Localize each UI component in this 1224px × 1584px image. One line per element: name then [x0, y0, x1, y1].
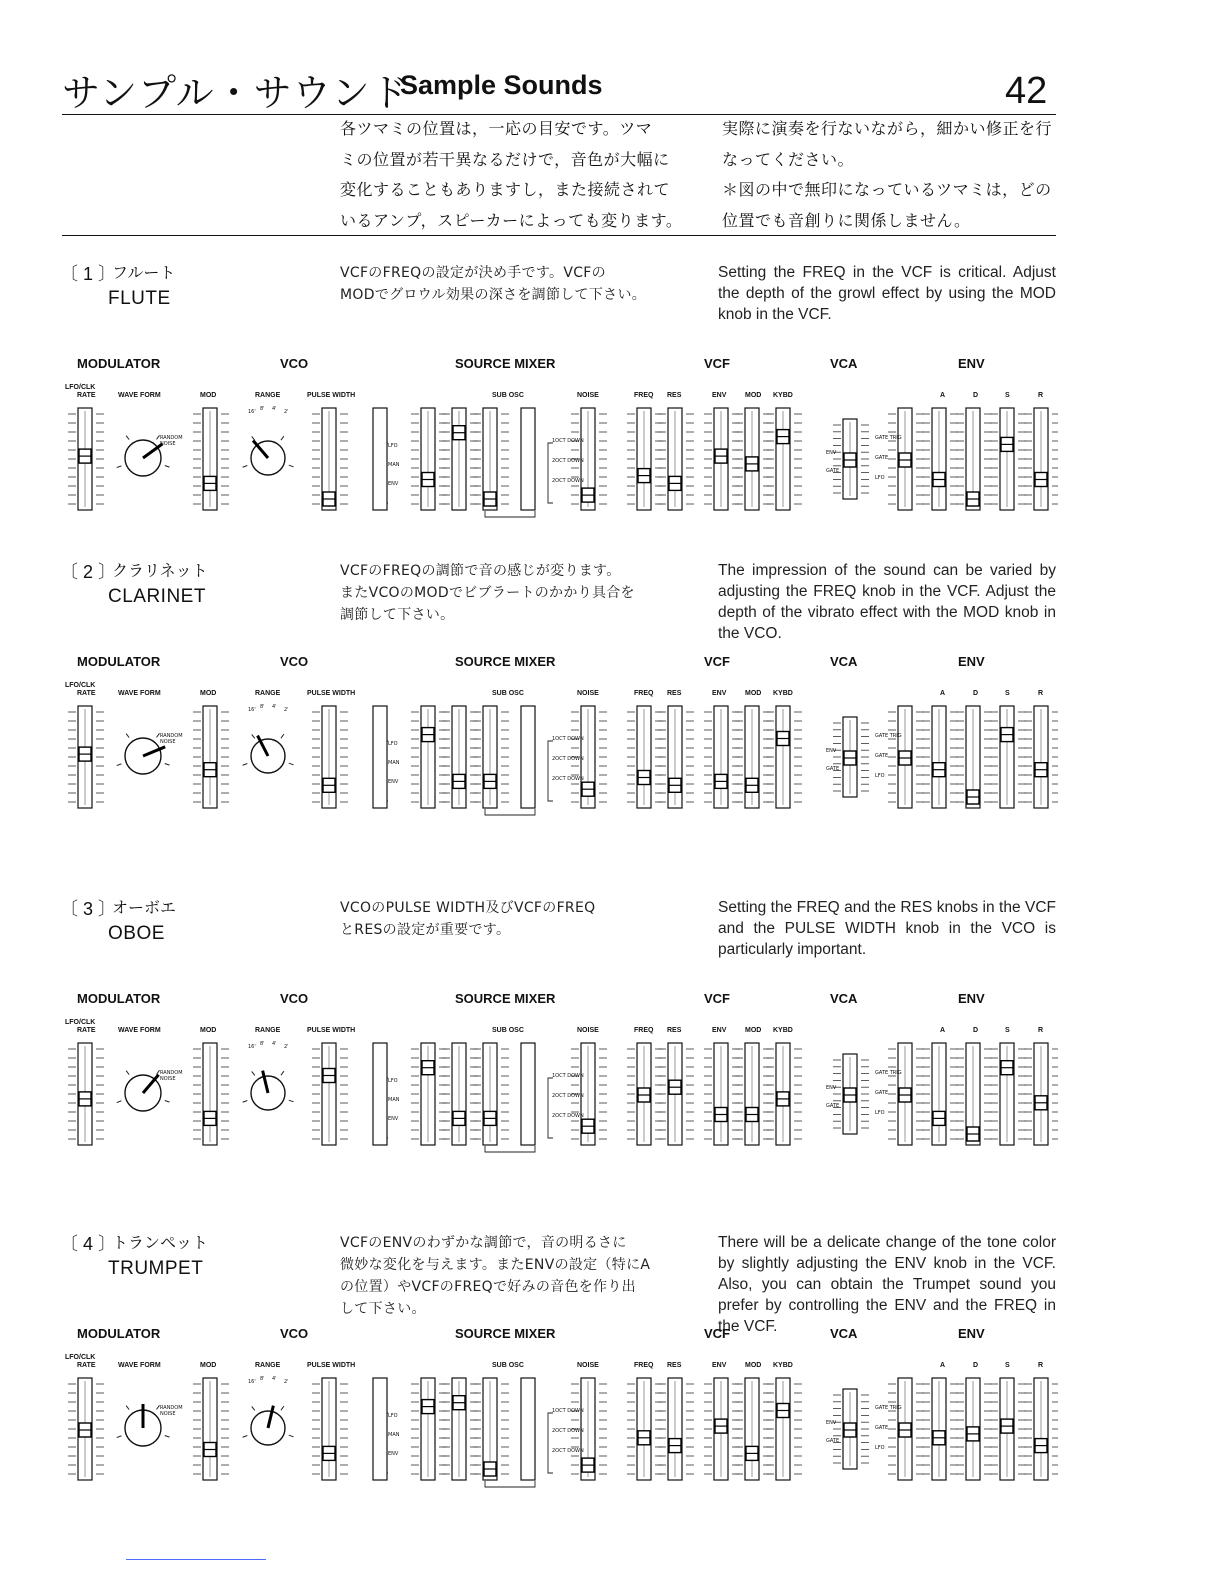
section-number: 〔 3 〕	[60, 899, 117, 919]
intro-line: なってください。	[722, 149, 855, 169]
vcf-kybd-slider	[766, 1043, 802, 1145]
wave-label: NOISE	[160, 1411, 176, 1417]
range-label: 2'	[284, 1044, 289, 1050]
panel-header: VCA	[830, 991, 858, 1006]
vcf-freq-slider	[627, 1043, 663, 1145]
control-label: MOD	[745, 690, 762, 697]
lfo-rate-slider	[68, 408, 104, 510]
range-label: 8'	[260, 1041, 265, 1047]
desc-jp-line: して下さい。	[340, 1301, 426, 1317]
panel-header: MODULATOR	[77, 356, 161, 371]
sub-osc-label: 1OCT DOWN	[552, 1408, 584, 1414]
desc-jp-line: とRESの設定が重要です。	[340, 922, 511, 938]
control-label: KYBD	[773, 1362, 793, 1369]
intro-line: 実際に演奏を行ないながら，細かい修正を行	[722, 119, 1053, 138]
desc-jp-line: VCFのFREQの設定が決め手です。VCFの	[340, 265, 606, 281]
section-name-en: CLARINET	[108, 586, 206, 607]
env-release-slider	[1024, 1378, 1058, 1480]
selector-bracket	[548, 1413, 553, 1473]
vcf-mod-slider	[735, 408, 771, 510]
env-decay-slider	[956, 706, 992, 808]
control-label: A	[940, 690, 946, 697]
control-label: RES	[667, 1362, 682, 1369]
desc-jp-line: VCFのFREQの調節で音の感じが変ります。	[340, 563, 621, 579]
control-label: A	[940, 1027, 946, 1034]
control-label: MOD	[200, 1362, 217, 1369]
sub-osc-switch	[521, 408, 535, 510]
sub-osc-link	[485, 1481, 535, 1487]
vca-mode-label: ENV	[826, 450, 837, 456]
vcf-res-slider	[658, 1378, 694, 1480]
pwm-switch	[373, 408, 387, 510]
vca-mode-label: GATE	[826, 766, 840, 772]
sub-osc-link	[485, 809, 535, 815]
section-desc-jp	[340, 560, 680, 626]
control-label: MOD	[200, 690, 217, 697]
range-label: 8'	[260, 704, 265, 710]
desc-jp-line: 調節して下さい。	[340, 607, 455, 623]
control-label: R	[1038, 690, 1044, 697]
panel-header: VCO	[280, 991, 309, 1006]
control-label: RANGE	[255, 1362, 281, 1369]
pwm-source-label: ENV	[388, 1451, 399, 1457]
pulse-width-slider	[312, 408, 348, 510]
synth-panel	[58, 701, 1058, 826]
control-label: ENV	[712, 392, 727, 399]
control-label: LFO/CLK	[65, 1354, 96, 1361]
vca-mode-label: GATE	[826, 1438, 840, 1444]
section-desc-en: There will be a delicate change of the tone color by slightly adjusting the ENV knob in the VCF. Also, you can obtain the Trumpet sound you prefer by controlling the ENV and the FREQ in the VCF.	[718, 1234, 1056, 1335]
vco-mod-slider	[193, 1378, 229, 1480]
control-label: KYBD	[773, 1027, 793, 1034]
control-label: RANGE	[255, 1027, 281, 1034]
control-label: MOD	[200, 1027, 217, 1034]
selector-bracket	[548, 443, 553, 503]
intro-line: 各ツマミの位置は，一応の目安です。ツマ	[340, 119, 653, 138]
intro-rule	[62, 235, 1056, 236]
pwm-source-label: MAN	[388, 462, 400, 468]
range-knob	[243, 436, 294, 475]
env-trig-label: LFO	[875, 773, 885, 779]
desc-jp-line: VCOのPULSE WIDTH及びVCFのFREQ	[340, 900, 596, 916]
env-sustain-slider	[990, 1378, 1026, 1480]
desc-jp-line: またVCOのMODでビブラートのかかり具合を	[340, 585, 635, 601]
control-label: MOD	[200, 392, 217, 399]
control-label: R	[1038, 1362, 1044, 1369]
section-name-jp: トランペット	[112, 1233, 209, 1252]
control-label: RES	[667, 1027, 682, 1034]
vca-mode-switch	[833, 717, 869, 797]
env-release-slider	[1024, 706, 1058, 808]
control-label: MOD	[745, 392, 762, 399]
vca-mode-switch	[833, 1054, 869, 1134]
wave-label: NOISE	[160, 1076, 176, 1082]
control-label: S	[1005, 1362, 1010, 1369]
sub-osc-label: 1OCT DOWN	[552, 438, 584, 444]
panel-header: VCA	[830, 356, 858, 371]
control-label: R	[1038, 392, 1044, 399]
control-label: RATE	[77, 1362, 96, 1369]
control-label: PULSE WIDTH	[307, 1362, 356, 1369]
control-label: SUB OSC	[492, 1362, 524, 1369]
range-knob	[243, 1406, 294, 1445]
control-label: WAVE FORM	[118, 690, 161, 697]
control-label: NOISE	[577, 690, 599, 697]
control-label: WAVE FORM	[118, 1362, 161, 1369]
vca-mode-label: GATE	[826, 1103, 840, 1109]
control-label: FREQ	[634, 690, 654, 697]
vcf-mod-slider	[735, 1043, 771, 1145]
control-label: D	[973, 1027, 979, 1034]
vcf-env-slider	[704, 1378, 740, 1480]
vcf-res-slider	[658, 408, 694, 510]
control-label: PULSE WIDTH	[307, 690, 356, 697]
env-trig-switch	[888, 1378, 924, 1480]
env-trig-label: GATE	[875, 1090, 889, 1096]
desc-jp-line: の位置）やVCFのFREQで好みの音色を作り出	[340, 1279, 636, 1295]
range-label: 16'	[248, 1379, 256, 1385]
control-label: S	[1005, 1027, 1010, 1034]
control-label: SUB OSC	[492, 1027, 524, 1034]
panel-header: VCF	[704, 654, 730, 669]
env-release-slider	[1024, 408, 1058, 510]
control-label: S	[1005, 690, 1010, 697]
section-number: 〔 4 〕	[60, 1234, 117, 1254]
env-release-slider	[1024, 1043, 1058, 1145]
env-trig-label: LFO	[875, 1445, 885, 1451]
sub-osc-switch	[521, 1378, 535, 1480]
mixer-sub-slider	[473, 1378, 509, 1480]
range-label: 4'	[272, 704, 277, 710]
control-label: ENV	[712, 690, 727, 697]
wave-label: NOISE	[160, 441, 176, 447]
control-label: NOISE	[577, 1362, 599, 1369]
page-title-jp: サンプル・サウンド	[62, 71, 410, 115]
intro-line: いるアンプ，スピーカーによっても変ります。	[340, 210, 683, 230]
control-label: D	[973, 690, 979, 697]
range-label: 2'	[284, 707, 289, 713]
vcf-freq-slider	[627, 1378, 663, 1480]
section-desc-jp	[340, 262, 680, 306]
sub-osc-label: 2OCT DOWN	[552, 1448, 584, 1454]
wave-label: NOISE	[160, 739, 176, 745]
vcf-env-slider	[704, 706, 740, 808]
vcf-kybd-slider	[766, 408, 802, 510]
range-label: 4'	[272, 1041, 277, 1047]
pulse-width-slider	[312, 1378, 348, 1480]
vcf-mod-slider	[735, 1378, 771, 1480]
control-label: ENV	[712, 1362, 727, 1369]
mixer-pulse-slider	[411, 1043, 447, 1145]
env-decay-slider	[956, 408, 992, 510]
range-label: 16'	[248, 707, 256, 713]
vca-mode-label: ENV	[826, 748, 837, 754]
vco-mod-slider	[193, 408, 229, 510]
control-label: RES	[667, 690, 682, 697]
sub-osc-label: 2OCT DOWN	[552, 458, 584, 464]
control-label: KYBD	[773, 690, 793, 697]
synth-panel	[58, 403, 1058, 528]
env-trig-label: GATE TRIG	[875, 435, 902, 441]
panel-header: SOURCE MIXER	[455, 1326, 556, 1341]
control-label: KYBD	[773, 392, 793, 399]
range-label: 16'	[248, 409, 256, 415]
wave-label: RANDOM	[160, 733, 183, 739]
selector-bracket	[548, 1078, 553, 1138]
vcf-kybd-slider	[766, 706, 802, 808]
panel-header: ENV	[958, 654, 985, 669]
control-label: D	[973, 1362, 979, 1369]
pulse-width-slider	[312, 1043, 348, 1145]
env-sustain-slider	[990, 1043, 1026, 1145]
control-label: ENV	[712, 1027, 727, 1034]
sub-osc-link	[485, 511, 535, 517]
mixer-saw-slider	[442, 706, 478, 808]
panel-header: VCO	[280, 1326, 309, 1341]
sub-osc-switch	[521, 1043, 535, 1145]
intro-line: 位置でも音創りに関係しません。	[722, 210, 971, 230]
env-trig-label: LFO	[875, 475, 885, 481]
vcf-res-slider	[658, 706, 694, 808]
sub-osc-label: 1OCT DOWN	[552, 736, 584, 742]
sub-osc-label: 2OCT DOWN	[552, 756, 584, 762]
sub-osc-label: 2OCT DOWN	[552, 1428, 584, 1434]
pwm-source-label: MAN	[388, 1097, 400, 1103]
control-label: RANGE	[255, 392, 281, 399]
env-trig-switch	[888, 1043, 924, 1145]
pwm-switch	[373, 1378, 387, 1480]
intro-line: ＊図の中で無印になっているツマミは，どの	[722, 180, 1052, 199]
intro-left	[340, 114, 700, 236]
vca-mode-label: GATE	[826, 468, 840, 474]
control-label: PULSE WIDTH	[307, 1027, 356, 1034]
panel-header: VCF	[704, 1326, 730, 1341]
control-label: RATE	[77, 1027, 96, 1034]
mixer-saw-slider	[442, 408, 478, 510]
env-sustain-slider	[990, 706, 1026, 808]
env-trig-switch	[888, 408, 924, 510]
panel-header: ENV	[958, 356, 985, 371]
vca-mode-switch	[833, 1389, 869, 1469]
vca-mode-switch	[833, 419, 869, 499]
env-trig-switch	[888, 706, 924, 808]
mixer-saw-slider	[442, 1043, 478, 1145]
panel-header: SOURCE MIXER	[455, 654, 556, 669]
vco-mod-slider	[193, 1043, 229, 1145]
env-attack-slider	[922, 408, 958, 510]
pwm-source-label: LFO	[388, 1413, 398, 1419]
lfo-rate-slider	[68, 706, 104, 808]
env-decay-slider	[956, 1378, 992, 1480]
range-knob	[243, 734, 294, 773]
panel-header: VCO	[280, 654, 309, 669]
section-name-jp: オーボエ	[112, 898, 177, 917]
vco-mod-slider	[193, 706, 229, 808]
pwm-source-label: LFO	[388, 741, 398, 747]
desc-jp-line: VCFのENVのわずかな調節で，音の明るさに	[340, 1235, 627, 1251]
vcf-freq-slider	[627, 706, 663, 808]
wave-label: RANDOM	[160, 1070, 183, 1076]
panel-header: VCA	[830, 654, 858, 669]
pwm-source-label: MAN	[388, 1432, 400, 1438]
section-desc-en: The impression of the sound can be varied by adjusting the FREQ knob in the VCF. Adjust the depth of the vibrato effect with the MOD knob in the VCO.	[718, 562, 1056, 642]
mixer-saw-slider	[442, 1378, 478, 1480]
control-label: NOISE	[577, 392, 599, 399]
env-decay-slider	[956, 1043, 992, 1145]
page-title-en: Sample Sounds	[400, 70, 603, 100]
vca-mode-label: ENV	[826, 1085, 837, 1091]
control-label: NOISE	[577, 1027, 599, 1034]
panel-header: VCO	[280, 356, 309, 371]
intro-line: ミの位置が若干異なるだけで，音色が大幅に	[340, 149, 670, 169]
section-desc-en: Setting the FREQ and the RES knobs in the VCF and the PULSE WIDTH knob in the VCO is particularly important.	[718, 899, 1056, 958]
sub-osc-label: 2OCT DOWN	[552, 1113, 584, 1119]
env-trig-label: GATE TRIG	[875, 1070, 902, 1076]
footer-mark	[126, 1559, 266, 1560]
range-label: 2'	[284, 1379, 289, 1385]
section-desc-en: Setting the FREQ in the VCF is critical. Adjust the depth of the growl effect by using the MOD knob in the VCF.	[718, 264, 1056, 323]
section-name-jp: フルート	[112, 263, 176, 282]
vcf-env-slider	[704, 1043, 740, 1145]
control-label: RES	[667, 392, 682, 399]
panel-header: MODULATOR	[77, 991, 161, 1006]
control-label: A	[940, 392, 946, 399]
range-label: 4'	[272, 1376, 277, 1382]
section-desc-jp	[340, 1232, 680, 1320]
mixer-pulse-slider	[411, 706, 447, 808]
synth-panel	[58, 1373, 1058, 1498]
env-trig-label: GATE TRIG	[875, 733, 902, 739]
pwm-source-label: LFO	[388, 443, 398, 449]
env-attack-slider	[922, 1378, 958, 1480]
lfo-rate-slider	[68, 1378, 104, 1480]
panel-header: MODULATOR	[77, 654, 161, 669]
sub-osc-label: 1OCT DOWN	[552, 1073, 584, 1079]
range-label: 4'	[272, 406, 277, 412]
pulse-width-slider	[312, 706, 348, 808]
panel-header: ENV	[958, 1326, 985, 1341]
section-number: 〔 1 〕	[60, 264, 117, 284]
control-label: FREQ	[634, 1362, 654, 1369]
control-label: WAVE FORM	[118, 392, 161, 399]
selector-bracket	[548, 741, 553, 801]
pwm-switch	[373, 1043, 387, 1145]
intro-right	[722, 114, 1062, 236]
control-label: S	[1005, 392, 1010, 399]
sub-osc-link	[485, 1146, 535, 1152]
desc-jp-line: MODでグロウル効果の深さを調節して下さい。	[340, 287, 647, 303]
env-trig-label: GATE	[875, 1425, 889, 1431]
section-name-en: OBOE	[108, 923, 165, 944]
synth-panel	[58, 1038, 1058, 1163]
env-sustain-slider	[990, 408, 1026, 510]
vcf-freq-slider	[627, 408, 663, 510]
wave-label: RANDOM	[160, 1405, 183, 1411]
control-label: RATE	[77, 392, 96, 399]
control-label: LFO/CLK	[65, 384, 96, 391]
control-label: WAVE FORM	[118, 1027, 161, 1034]
vcf-mod-slider	[735, 706, 771, 808]
env-trig-label: GATE	[875, 455, 889, 461]
env-attack-slider	[922, 1043, 958, 1145]
env-trig-label: GATE	[875, 753, 889, 759]
section-name-jp: クラリネット	[112, 561, 208, 580]
control-label: PULSE WIDTH	[307, 392, 356, 399]
vca-mode-label: ENV	[826, 1420, 837, 1426]
section-name-en: FLUTE	[108, 288, 171, 309]
section-number: 〔 2 〕	[60, 562, 117, 582]
desc-jp-line: 微妙な変化を与えます。またENVの設定（特にA	[340, 1257, 651, 1273]
pwm-source-label: ENV	[388, 481, 399, 487]
pwm-source-label: MAN	[388, 760, 400, 766]
control-label: SUB OSC	[492, 392, 524, 399]
control-label: LFO/CLK	[65, 682, 96, 689]
control-label: MOD	[745, 1027, 762, 1034]
env-trig-label: LFO	[875, 1110, 885, 1116]
env-attack-slider	[922, 706, 958, 808]
control-label: FREQ	[634, 1027, 654, 1034]
section-name-en: TRUMPET	[108, 1258, 204, 1279]
control-label: R	[1038, 1027, 1044, 1034]
panel-header: VCF	[704, 356, 730, 371]
control-label: RATE	[77, 690, 96, 697]
range-label: 8'	[260, 406, 265, 412]
sub-osc-label: 2OCT DOWN	[552, 478, 584, 484]
sub-osc-label: 2OCT DOWN	[552, 776, 584, 782]
mixer-pulse-slider	[411, 408, 447, 510]
panel-header: SOURCE MIXER	[455, 991, 556, 1006]
pwm-source-label: LFO	[388, 1078, 398, 1084]
panel-header: VCF	[704, 991, 730, 1006]
intro-line: 変化することもありますし，また接続されて	[340, 180, 671, 199]
sub-osc-switch	[521, 706, 535, 808]
mixer-pulse-slider	[411, 1378, 447, 1480]
vcf-kybd-slider	[766, 1378, 802, 1480]
panel-header: SOURCE MIXER	[455, 356, 556, 371]
panel-header: VCA	[830, 1326, 858, 1341]
pwm-source-label: ENV	[388, 779, 399, 785]
vcf-env-slider	[704, 408, 740, 510]
range-knob	[243, 1071, 294, 1110]
range-label: 2'	[284, 409, 289, 415]
page-number: 42	[1005, 70, 1048, 112]
range-label: 8'	[260, 1376, 265, 1382]
control-label: LFO/CLK	[65, 1019, 96, 1026]
mixer-sub-slider	[473, 706, 509, 808]
env-trig-label: GATE TRIG	[875, 1405, 902, 1411]
range-label: 16'	[248, 1044, 256, 1050]
sub-osc-label: 2OCT DOWN	[552, 1093, 584, 1099]
section-desc-jp	[340, 897, 680, 941]
wave-label: RANDOM	[160, 435, 183, 441]
mixer-sub-slider	[473, 408, 509, 510]
control-label: RANGE	[255, 690, 281, 697]
control-label: FREQ	[634, 392, 654, 399]
lfo-rate-slider	[68, 1043, 104, 1145]
control-label: D	[973, 392, 979, 399]
vcf-res-slider	[658, 1043, 694, 1145]
pwm-switch	[373, 706, 387, 808]
panel-header: ENV	[958, 991, 985, 1006]
mixer-sub-slider	[473, 1043, 509, 1145]
panel-header: MODULATOR	[77, 1326, 161, 1341]
control-label: A	[940, 1362, 946, 1369]
pwm-source-label: ENV	[388, 1116, 399, 1122]
control-label: SUB OSC	[492, 690, 524, 697]
control-label: MOD	[745, 1362, 762, 1369]
